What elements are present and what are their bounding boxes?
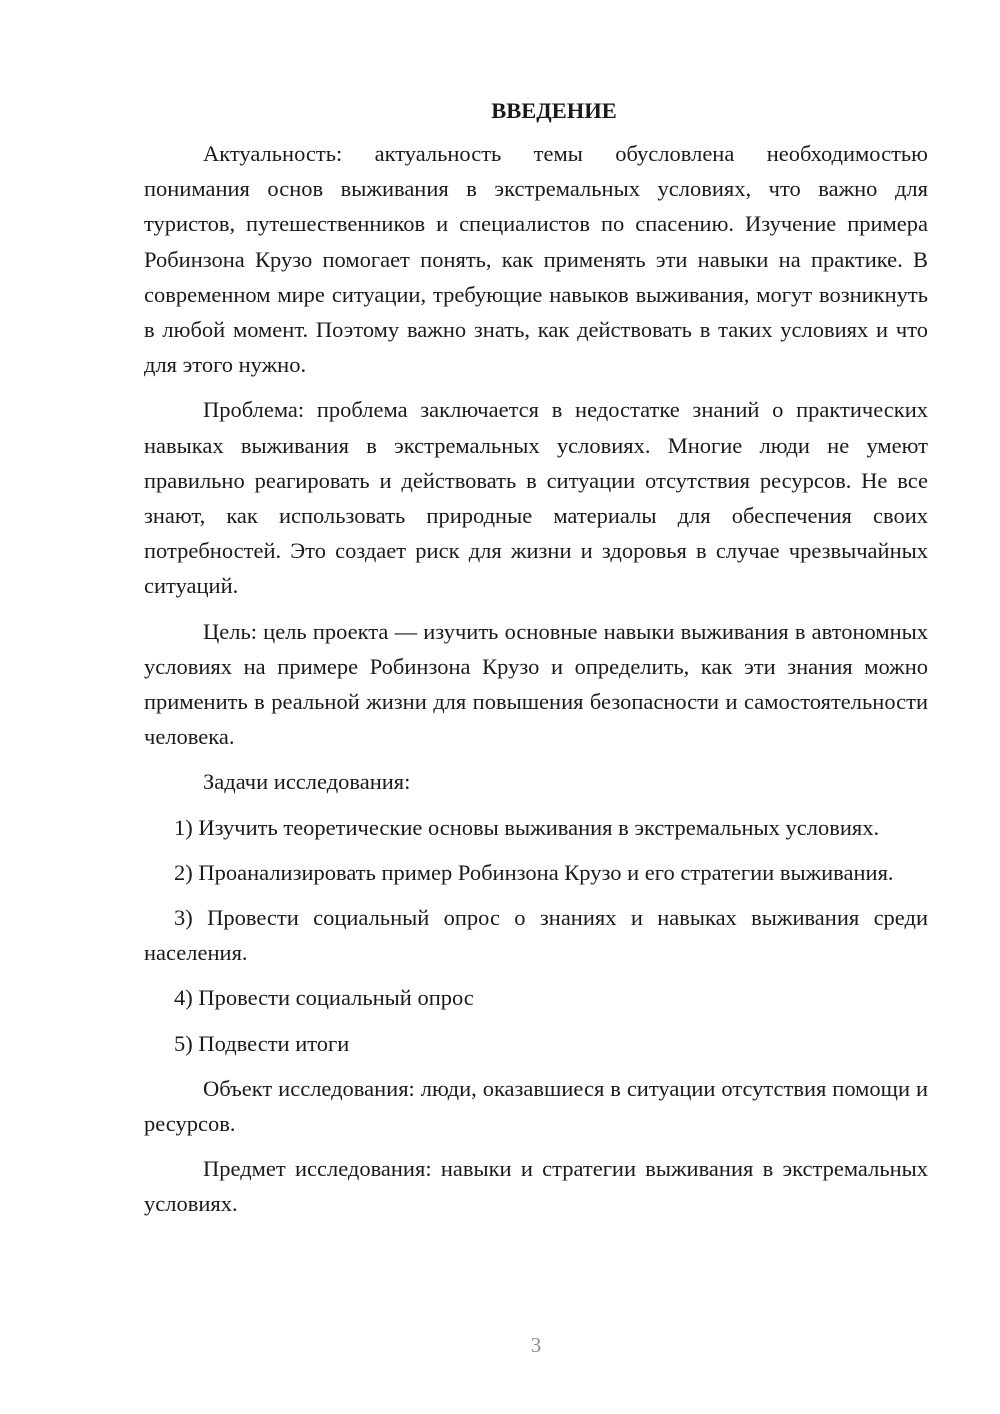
- task-item-1: 1) Изучить теоретические основы выживания в экстремальных условиях.: [174, 814, 880, 840]
- section-heading: ВВЕДЕНИЕ: [491, 98, 617, 123]
- paragraph-relevance: Актуальность: актуальность темы обусловлена необходимостью понимания основ выживания в экстремальных условиях, что важно для туристов, путешественников и специалистов по спасению. Изучение примера Робинзона Крузо помогает понять, как применять эти навыки на практике. В современном мире ситуации, требующие навыков выживания, могут возникнуть в любой момент. Поэтому важно знать, как действовать в таких условиях и что для этого нужно.: [144, 141, 928, 378]
- task-item-5: 5) Подвести итоги: [174, 1030, 350, 1056]
- paragraph-subject: Предмет исследования: навыки и стратегии выживания в экстремальных условиях.: [144, 1156, 928, 1217]
- page-content: [144, 96, 928, 1232]
- paragraph-problem: Проблема: проблема заключается в недостатке знаний о практических навыках выживания в экстремальных условиях. Многие люди не умеют правильно реагировать и действовать в ситуации отсутствия ресурсов. Не все знают, как использовать природные материалы для обеспечения своих потребностей. Это создает риск для жизни и здоровья в случае чрезвычайных ситуаций.: [144, 397, 928, 599]
- paragraph-tasks-title: Задачи исследования:: [203, 769, 411, 795]
- page-number: 3: [530, 1333, 542, 1357]
- task-item-2: 2) Проанализировать пример Робинзона Крузо и его стратегии выживания.: [174, 859, 894, 885]
- paragraph-object: Объект исследования: люди, оказавшиеся в ситуации отсутствия помощи и ресурсов.: [144, 1075, 928, 1137]
- paragraph-goal: Цель: цель проекта — изучить основные навыки выживания в автономных условиях на примере Робинзона Крузо и определить, как эти знания можно применить в реальной жизни для повышения безопасности и самостоятельности человека.: [144, 618, 928, 750]
- task-item-3: 3) Провести социальный опрос о знаниях и навыках выживания среди населения.: [144, 905, 928, 966]
- task-item-4: 4) Провести социальный опрос: [174, 985, 474, 1011]
